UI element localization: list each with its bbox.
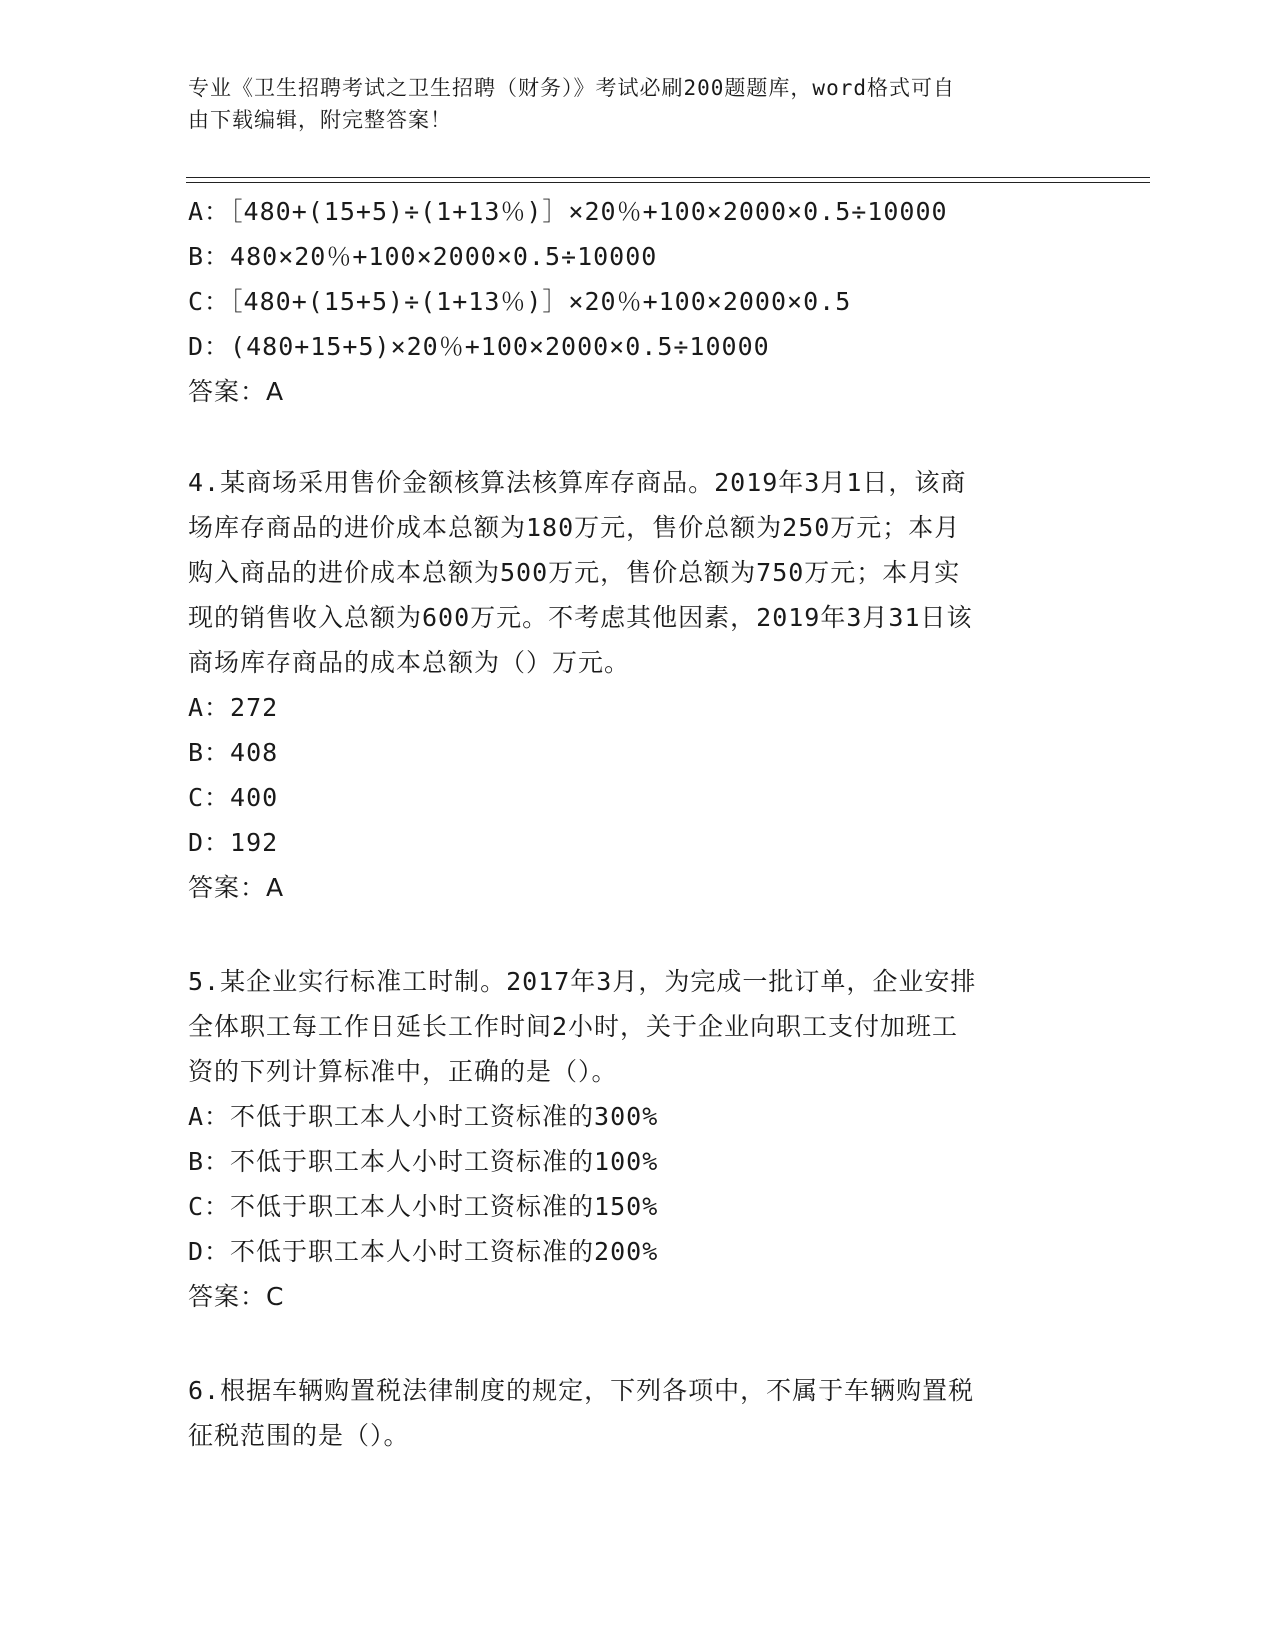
question-3 — [188, 189, 1078, 414]
q4-option-c: C：400 — [188, 783, 279, 812]
header-divider-top — [186, 177, 1150, 178]
q4-option-d: D：192 — [188, 828, 279, 857]
q4-stem-line: 4.某商场采用售价金额核算法核算库存商品。2019年3月1日，该商 — [188, 468, 967, 497]
q5-option-a: A：不低于职工本人小时工资标准的300% — [188, 1102, 659, 1131]
q4-option-a: A：272 — [188, 693, 279, 722]
q5-stem-line: 资的下列计算标准中，正确的是（）。 — [188, 1057, 618, 1086]
q4-stem-line: 商场库存商品的成本总额为（）万元。 — [188, 648, 631, 677]
q4-answer: 答案：A — [188, 873, 285, 902]
q6-stem-line: 6.根据车辆购置税法律制度的规定，下列各项中，不属于车辆购置税 — [188, 1376, 975, 1405]
header-line-2: 由下载编辑，附完整答案！ — [188, 108, 452, 132]
q5-stem-line: 全体职工每工作日延长工作时间2小时，关于企业向职工支付加班工 — [188, 1012, 959, 1041]
question-6 — [188, 1368, 1078, 1458]
q5-answer: 答案：C — [188, 1282, 285, 1311]
q6-stem-line: 征税范围的是（）。 — [188, 1421, 410, 1450]
q3-option-a: A：［480+(15+5)÷(1+13％)］×20％+100×2000×0.5÷10000 — [188, 197, 948, 226]
q5-option-c: C：不低于职工本人小时工资标准的150% — [188, 1192, 659, 1221]
q4-stem-line: 购入商品的进价成本总额为500万元，售价总额为750万元；本月实 — [188, 558, 961, 587]
q3-option-d: D：(480+15+5)×20％+100×2000×0.5÷10000 — [188, 332, 770, 361]
q5-option-d: D：不低于职工本人小时工资标准的200% — [188, 1237, 659, 1266]
header-line-1: 专业《卫生招聘考试之卫生招聘（财务）》考试必刷200题题库，word格式可自 — [188, 76, 955, 100]
question-4 — [188, 460, 1078, 910]
header-divider-bottom — [186, 182, 1150, 183]
q5-stem-line: 5.某企业实行标准工时制。2017年3月，为完成一批订单，企业安排 — [188, 967, 977, 996]
question-5 — [188, 959, 1078, 1319]
q4-stem-line: 场库存商品的进价成本总额为180万元，售价总额为250万元；本月 — [188, 513, 961, 542]
q3-option-b: B：480×20％+100×2000×0.5÷10000 — [188, 242, 658, 271]
q5-option-b: B：不低于职工本人小时工资标准的100% — [188, 1147, 659, 1176]
q3-option-c: C：［480+(15+5)÷(1+13％)］×20％+100×2000×0.5 — [188, 287, 852, 316]
q3-answer: 答案：A — [188, 377, 285, 406]
q4-stem-line: 现的销售收入总额为600万元。不考虑其他因素，2019年3月31日该 — [188, 603, 973, 632]
q4-option-b: B：408 — [188, 738, 279, 767]
document-header — [188, 72, 1068, 136]
